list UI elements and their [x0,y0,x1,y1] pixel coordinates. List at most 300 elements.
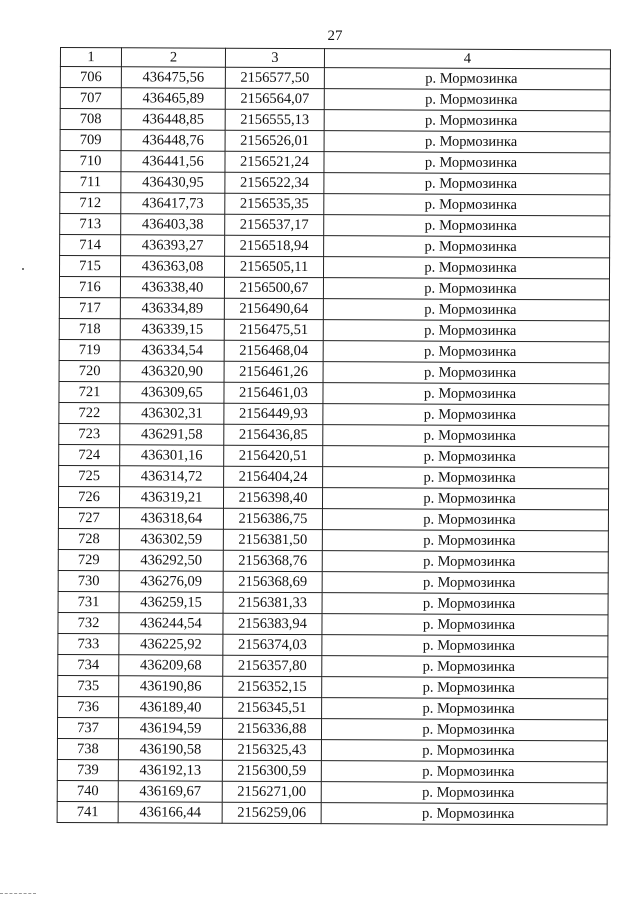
table-row [59,444,609,467]
scan-speck [22,268,24,270]
cell-description [322,614,608,636]
cell-point-number [60,193,121,214]
cell-y-coordinate-text: 2156357,80 [237,657,307,674]
cell-description-text: р. Мормозинка [425,91,518,108]
cell-y-coordinate-text: 2156526,01 [240,132,310,149]
cell-x-coordinate-text: 436301,16 [140,446,203,464]
cell-x-coordinate [119,571,223,592]
cell-y-coordinate [223,676,322,697]
table-row [57,780,607,803]
cell-point-number [60,151,121,172]
table-row [58,675,608,698]
cell-description-text: р. Мормозинка [424,343,517,360]
cell-description-text: р. Мормозинка [423,574,516,591]
table-row [59,381,609,404]
cell-point-number [57,738,118,759]
cell-x-coordinate [121,88,225,109]
cell-x-coordinate [119,634,223,655]
cell-description-text: р. Мормозинка [423,406,517,423]
cell-description-text: р. Мормозинка [422,721,515,738]
cell-description [323,383,609,405]
cell-x-coordinate-text: 436320,90 [141,362,203,380]
cell-y-coordinate [223,634,322,655]
cell-description [322,635,608,657]
cell-x-coordinate-text: 436276,09 [140,572,203,590]
cell-point-number [58,549,119,570]
cell-x-coordinate-text: 436302,31 [141,404,203,422]
cell-point-number-text: 715 [79,257,101,274]
cell-description [322,572,608,594]
cell-x-coordinate-text: 436244,54 [140,614,202,632]
cell-x-coordinate-text: 436448,85 [142,110,205,128]
cell-point-number-text: 707 [79,89,102,106]
cell-description [323,467,609,489]
cell-y-coordinate-text: 2156522,34 [239,174,309,191]
cell-description [324,194,610,216]
cell-x-coordinate-text: 436190,58 [139,740,202,758]
cell-y-coordinate-text: 2156383,94 [238,615,307,632]
cell-point-number-text: 737 [77,719,99,736]
cell-x-coordinate [120,340,224,361]
cell-point-number [60,235,121,256]
cell-x-coordinate-text: 436318,64 [140,509,203,527]
cell-description [323,404,609,426]
cell-description [321,803,607,825]
cell-y-coordinate [224,466,323,487]
table-row [59,297,609,320]
page-edge-mark [0,893,36,894]
cell-description [324,173,610,195]
cell-y-coordinate-text: 2156475,51 [239,321,309,338]
cell-y-coordinate [225,214,324,235]
cell-x-coordinate [120,277,224,298]
cell-x-coordinate-text: 436314,72 [140,467,203,485]
cell-point-number [59,465,120,486]
cell-description [323,320,609,342]
cell-description-text: р. Мормозинка [422,679,515,696]
cell-description [322,509,608,531]
cell-point-number-text: 733 [77,635,100,652]
cell-y-coordinate-text: 2156404,24 [238,468,308,485]
cell-description-text: р. Мормозинка [422,637,516,654]
cell-point-number-text: 738 [77,740,99,757]
cell-x-coordinate [121,235,225,256]
cell-point-number-text: 716 [79,278,101,295]
cell-y-coordinate [223,487,322,508]
table-row [59,277,609,300]
cell-x-coordinate [118,760,222,781]
table-row [59,339,609,362]
cell-point-number [57,801,118,822]
cell-point-number-text: 721 [78,383,101,400]
cell-point-number-text: 717 [78,299,101,316]
table-header-row [60,48,610,69]
cell-description-text: р. Мормозинка [423,469,516,486]
table-row [57,759,607,782]
cell-y-coordinate [222,718,321,739]
cell-x-coordinate-text: 436166,44 [139,803,202,821]
cell-point-number-text: 719 [78,341,101,358]
cell-y-coordinate [223,655,322,676]
cell-x-coordinate-text: 436441,56 [142,152,204,170]
cell-x-coordinate-text: 436334,89 [141,299,204,317]
table-row [58,591,608,614]
cell-description [324,110,610,132]
table-row [60,151,610,174]
cell-description [322,488,608,510]
coordinates-table [57,47,611,825]
cell-point-number-text: 727 [78,509,100,526]
table-row [58,612,608,635]
cell-description [321,782,607,804]
cell-y-coordinate-text: 2156577,50 [240,69,310,86]
cell-y-coordinate-text: 2156500,67 [239,279,309,296]
table-body [57,67,610,825]
cell-x-coordinate [119,550,223,571]
cell-y-coordinate-text: 2156381,50 [238,531,308,548]
cell-description-text: р. Мормозинка [423,385,517,402]
cell-y-coordinate-text: 2156368,69 [238,573,308,590]
cell-point-number-text: 741 [76,803,99,820]
cell-point-number-text: 730 [77,572,100,589]
table-row [58,570,608,593]
cell-description [323,446,609,468]
cell-point-number [60,88,121,109]
cell-y-coordinate-text: 2156555,13 [240,111,310,128]
cell-y-coordinate [225,235,324,256]
cell-y-coordinate [225,109,324,130]
cell-point-number [58,654,119,675]
cell-y-coordinate [225,151,324,172]
column-header-number: 1 [60,48,121,67]
column-header-x: 2 [121,48,225,67]
cell-point-number-text: 718 [78,320,101,337]
cell-point-number-text: 726 [78,488,100,505]
table-row [58,507,608,530]
cell-x-coordinate [119,613,223,634]
cell-y-coordinate-text: 2156564,07 [240,90,310,107]
cell-y-coordinate [224,424,323,445]
cell-x-coordinate-text: 436393,27 [141,236,204,254]
cell-description [324,236,610,258]
cell-x-coordinate [120,382,224,403]
cell-x-coordinate [119,508,223,529]
cell-description [322,530,608,552]
cell-point-number-text: 720 [78,362,101,379]
cell-description-text: р. Мормозинка [422,763,515,780]
cell-description [323,341,609,363]
cell-y-coordinate [223,550,322,571]
cell-x-coordinate [121,214,225,235]
cell-description [323,278,609,300]
cell-x-coordinate-text: 436259,15 [140,593,202,611]
cell-point-number-text: 739 [76,761,99,778]
table-row [58,549,608,572]
cell-point-number [59,444,120,465]
cell-x-coordinate-text: 436192,13 [139,761,202,779]
cell-description [322,551,608,573]
cell-x-coordinate-text: 436475,56 [142,68,205,86]
cell-description [324,152,610,174]
cell-point-number [59,381,120,402]
cell-point-number-text: 731 [77,593,100,610]
cell-y-coordinate [222,781,321,802]
cell-description-text: р. Мормозинка [425,112,518,129]
cell-description-text: р. Мормозинка [422,700,515,717]
cell-point-number-text: 723 [78,425,101,442]
cell-description-text: р. Мормозинка [424,322,517,339]
cell-description [322,656,608,678]
cell-description-text: р. Мормозинка [424,133,518,150]
cell-y-coordinate [222,802,321,823]
cell-y-coordinate [222,760,321,781]
cell-point-number [57,759,118,780]
cell-description [322,698,608,720]
cell-y-coordinate [225,172,324,193]
cell-point-number-text: 713 [79,215,102,232]
cell-description [322,593,608,615]
cell-y-coordinate [224,403,323,424]
cell-point-number [59,256,120,277]
cell-description [324,131,610,153]
cell-point-number-text: 734 [77,656,100,673]
cell-point-number [58,591,119,612]
cell-y-coordinate-text: 2156461,26 [239,363,309,380]
cell-description-text: р. Мормозинка [424,217,517,234]
cell-point-number [59,339,120,360]
cell-description [324,215,610,237]
cell-point-number [59,297,120,318]
cell-y-coordinate [224,319,323,340]
cell-y-coordinate-text: 2156468,04 [239,342,309,359]
cell-description [324,68,610,90]
cell-x-coordinate [119,676,223,697]
cell-point-number-text: 732 [77,614,100,631]
cell-x-coordinate [119,592,223,613]
cell-description-text: р. Мормозинка [424,301,517,318]
cell-x-coordinate [121,109,225,130]
table-row [60,193,610,216]
cell-y-coordinate [223,529,322,550]
table-row [59,256,609,279]
cell-y-coordinate-text: 2156345,51 [237,699,307,716]
table-row [59,465,609,488]
cell-y-coordinate [224,445,323,466]
cell-point-number-text: 728 [77,530,100,547]
cell-y-coordinate-text: 2156537,17 [239,216,309,233]
cell-point-number [60,109,121,130]
cell-y-coordinate-text: 2156535,35 [239,195,309,212]
cell-description-text: р. Мормозинка [425,70,518,87]
cell-point-number-text: 708 [79,110,102,127]
cell-x-coordinate-text: 436302,59 [140,530,203,548]
cell-description [321,761,607,783]
cell-point-number-text: 709 [79,131,102,148]
cell-point-number [58,528,119,549]
cell-x-coordinate-text: 436292,50 [140,551,203,569]
cell-point-number [60,130,121,151]
cell-y-coordinate [224,361,323,382]
cell-x-coordinate-text: 436209,68 [139,656,202,674]
cell-y-coordinate [224,277,323,298]
cell-description [322,677,608,699]
table-row [58,528,608,551]
cell-description-text: р. Мормозинка [423,448,516,465]
cell-point-number [58,633,119,654]
cell-point-number-text: 729 [77,551,100,568]
cell-x-coordinate [120,445,224,466]
cell-y-coordinate-text: 2156352,15 [237,678,307,695]
cell-y-coordinate [222,739,321,760]
cell-description [323,425,609,447]
cell-description [321,740,607,762]
cell-description-text: р. Мормозинка [423,490,516,507]
cell-x-coordinate-text: 436338,40 [141,278,204,296]
cell-x-coordinate [120,403,224,424]
cell-y-coordinate [223,592,322,613]
cell-x-coordinate [118,718,222,739]
cell-point-number [59,360,120,381]
cell-y-coordinate-text: 2156449,93 [238,405,308,422]
cell-point-number [59,277,120,298]
cell-y-coordinate-text: 2156381,33 [238,594,308,611]
cell-y-coordinate [223,613,322,634]
cell-y-coordinate [223,571,322,592]
cell-y-coordinate-text: 2156300,59 [237,762,307,779]
cell-x-coordinate [120,256,224,277]
cell-y-coordinate-text: 2156521,24 [240,153,309,170]
cell-y-coordinate [224,256,323,277]
page-number: 27 [327,28,343,44]
cell-point-number [60,214,121,235]
cell-point-number [59,402,120,423]
cell-x-coordinate-text: 436194,59 [139,719,202,737]
cell-x-coordinate [120,298,224,319]
cell-description-text: р. Мормозинка [424,238,517,255]
cell-y-coordinate-text: 2156259,06 [237,804,307,821]
table-row [60,214,610,237]
cell-point-number-text: 724 [78,446,101,463]
cell-point-number [58,507,119,528]
cell-point-number [60,67,121,88]
table-row [59,402,609,425]
table-row [60,88,610,111]
cell-point-number-text: 714 [79,236,102,253]
cell-description-text: р. Мормозинка [422,742,515,759]
cell-point-number-text: 710 [79,152,102,169]
cell-y-coordinate-text: 2156461,03 [239,384,308,401]
cell-y-coordinate-text: 2156518,94 [239,237,309,254]
cell-point-number [57,780,118,801]
cell-y-coordinate [224,382,323,403]
table-row [58,654,608,677]
cell-y-coordinate [225,88,324,109]
table-row [59,423,609,446]
cell-point-number-text: 712 [79,194,102,211]
cell-x-coordinate-text: 436334,54 [141,341,204,359]
table-row [57,801,607,824]
cell-x-coordinate [119,697,223,718]
table-row [60,67,610,90]
cell-point-number [59,318,120,339]
cell-description-text: р. Мормозинка [423,553,516,570]
cell-description-text: р. Мормозинка [424,280,517,297]
cell-description [321,719,607,741]
cell-y-coordinate [225,193,324,214]
cell-description [323,257,609,279]
cell-point-number [57,717,118,738]
cell-y-coordinate-text: 2156271,00 [237,783,307,800]
cell-x-coordinate [120,424,224,445]
column-header-y: 3 [225,48,324,67]
cell-x-coordinate-text: 436190,86 [139,677,202,695]
cell-x-coordinate-text: 436339,15 [141,320,204,338]
cell-x-coordinate-text: 436465,89 [142,89,205,107]
column-header-description: 4 [324,49,610,69]
cell-description-text: р. Мормозинка [423,364,517,381]
cell-x-coordinate [121,130,225,151]
cell-x-coordinate [121,193,225,214]
cell-description-text: р. Мормозинка [423,427,516,444]
cell-x-coordinate [121,151,225,172]
cell-y-coordinate-text: 2156336,88 [237,720,307,737]
cell-point-number-text: 736 [77,698,100,715]
cell-y-coordinate [224,298,323,319]
cell-description-text: р. Мормозинка [423,532,516,549]
table-row [59,360,609,383]
cell-x-coordinate [120,361,224,382]
cell-y-coordinate [223,508,322,529]
cell-x-coordinate-text: 436291,58 [140,425,203,443]
cell-point-number [58,486,119,507]
cell-description-text: р. Мормозинка [424,154,518,171]
table-row [60,172,610,195]
cell-x-coordinate-text: 436417,73 [141,194,204,212]
cell-y-coordinate-text: 2156505,11 [239,258,309,275]
cell-description-text: р. Мормозинка [423,511,516,528]
cell-y-coordinate-text: 2156368,76 [238,552,308,569]
cell-description-text: р. Мормозинка [422,805,515,822]
cell-x-coordinate [119,655,223,676]
cell-description [323,362,609,384]
cell-point-number [58,696,119,717]
cell-point-number [60,172,121,193]
table-row [59,318,609,341]
cell-point-number [58,570,119,591]
cell-x-coordinate-text: 436225,92 [140,635,202,653]
cell-x-coordinate [119,529,223,550]
table-row [60,109,610,132]
cell-x-coordinate-text: 436169,67 [139,782,202,800]
cell-description-text: р. Мормозинка [422,595,516,612]
cell-description-text: р. Мормозинка [424,259,517,276]
cell-y-coordinate-text: 2156490,64 [239,300,309,317]
cell-y-coordinate-text: 2156436,85 [238,426,308,443]
cell-x-coordinate [121,67,225,88]
cell-description-text: р. Мормозинка [424,196,517,213]
cell-y-coordinate [225,130,324,151]
cell-x-coordinate-text: 436403,38 [141,215,204,233]
cell-y-coordinate-text: 2156398,40 [238,489,308,506]
cell-x-coordinate [118,802,222,823]
cell-x-coordinate-text: 436189,40 [139,698,202,716]
cell-point-number-text: 735 [77,677,100,694]
cell-description [323,299,609,321]
cell-point-number [58,612,119,633]
cell-x-coordinate-text: 436319,21 [140,488,203,506]
cell-description-text: р. Мормозинка [424,175,518,192]
cell-description-text: р. Мормозинка [422,616,516,633]
